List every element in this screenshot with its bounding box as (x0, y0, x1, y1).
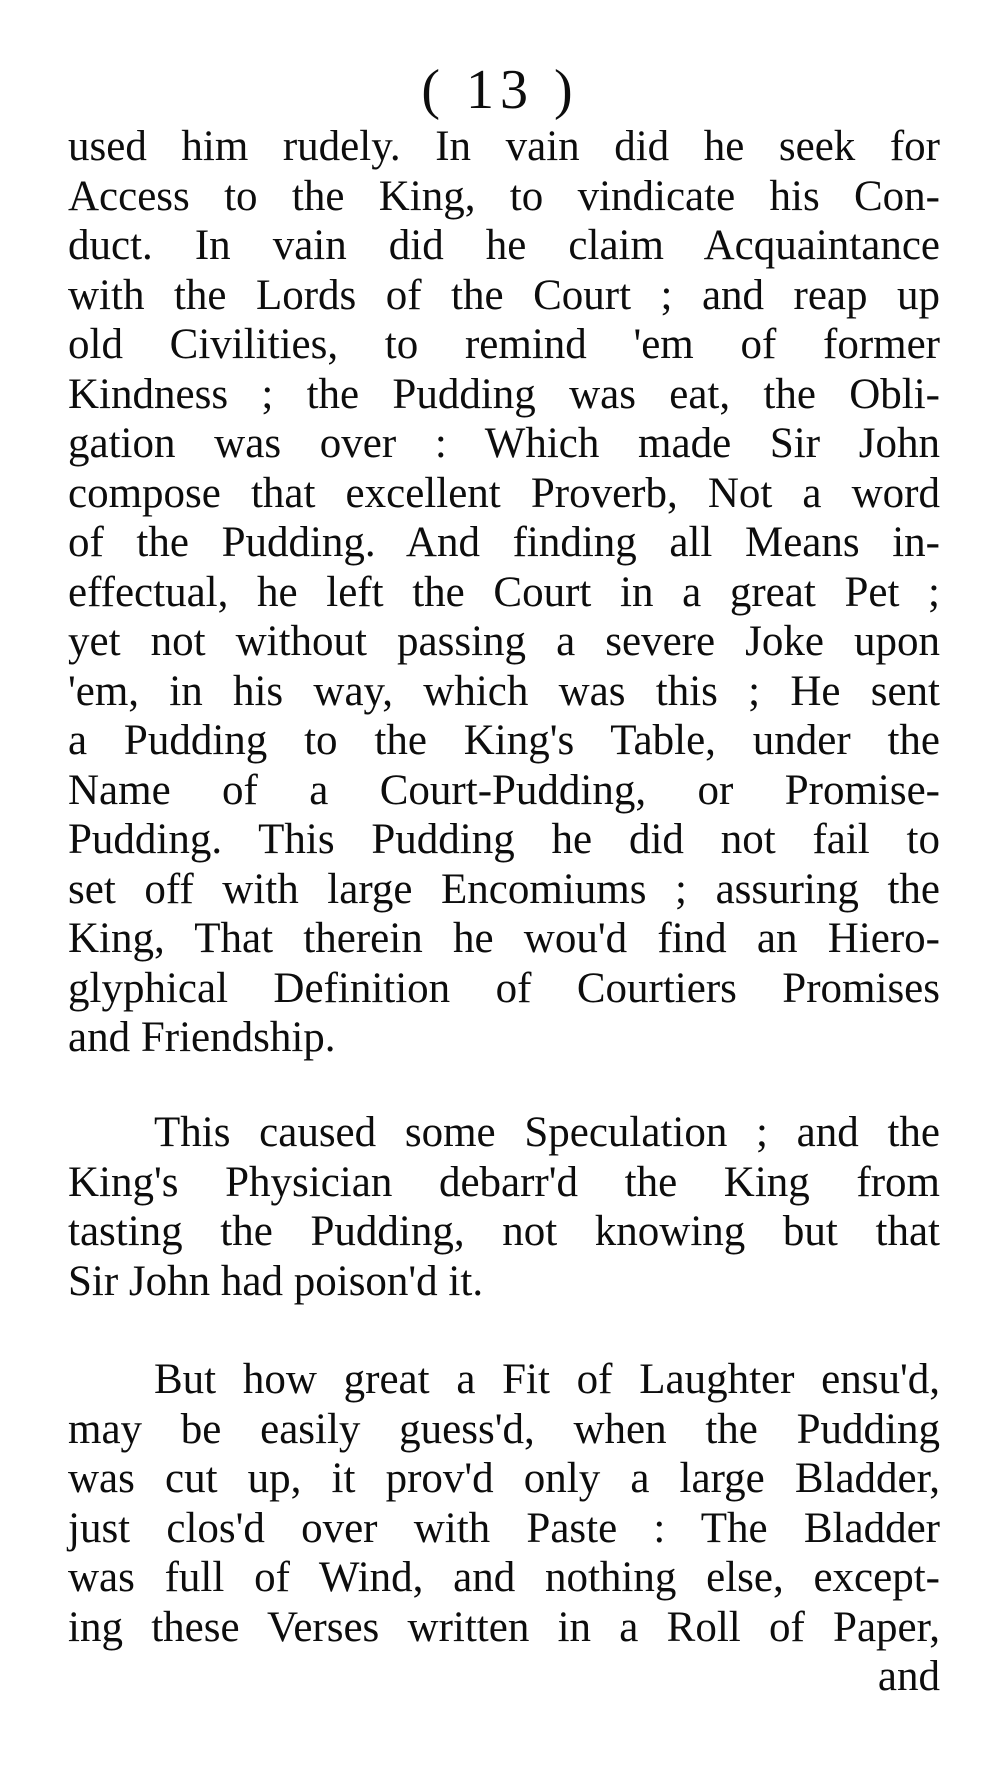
text-line: glyphical Definition of Courtiers Promises (68, 964, 940, 1012)
catchword: and (877, 1653, 940, 1700)
text-line: duct. In vain did he claim Acquaintance (68, 222, 940, 269)
text-line: 'em, in his way, which was this ; He sent (68, 667, 940, 715)
paragraph (68, 122, 940, 1063)
text-line: tasting the Pudding, not knowing but that (68, 1208, 940, 1255)
text-line: Access to the King, to vindicate his Con- (68, 172, 940, 220)
text-line: Kindness ; the Pudding was eat, the Obli- (68, 370, 940, 418)
text-line: may be easily guess'd, when the Pudding (68, 1405, 940, 1453)
text-line: set off with large Encomiums ; assuring the (68, 865, 940, 913)
text-line: But how great a Fit of Laughter ensu'd, (154, 1356, 940, 1403)
text-line: a Pudding to the King's Table, under the (68, 717, 940, 764)
text-line: Name of a Court-Pudding, or Promise- (68, 766, 940, 814)
paragraph (68, 1108, 940, 1306)
text-line: compose that excellent Proverb, Not a word (68, 469, 940, 517)
text-line: and Friendship. (68, 1014, 336, 1061)
text-line: ing these Verses written in a Roll of Paper, (68, 1603, 940, 1651)
page-number: ( 13 ) (421, 59, 579, 121)
text-line: was cut up, it prov'd only a large Bladder, (68, 1455, 940, 1502)
text-line: King, That therein he wou'd find an Hiero- (68, 915, 940, 962)
text-line: old Civilities, to remind 'em of former (68, 321, 940, 368)
text-line: Pudding. This Pudding he did not fail to (68, 816, 940, 863)
text-line: with the Lords of the Court ; and reap up (68, 271, 940, 319)
text-line: was full of Wind, and nothing else, except- (68, 1554, 940, 1601)
text-line: just clos'd over with Paste : The Bladder (68, 1504, 940, 1552)
text-line: King's Physician debarr'd the King from (68, 1158, 940, 1206)
text-line: effectual, he left the Court in a great Pet ; (68, 568, 940, 616)
text-line: used him rudely. In vain did he seek for (68, 123, 940, 170)
paragraph (68, 1355, 940, 1702)
text-line: gation was over : Which made Sir John (68, 420, 940, 467)
text-line: Sir John had poison'd it. (68, 1257, 484, 1305)
text-line: yet not without passing a severe Joke upon (68, 618, 940, 665)
text-line: of the Pudding. And finding all Means in- (68, 519, 940, 566)
text-line: This caused some Speculation ; and the (154, 1109, 940, 1156)
